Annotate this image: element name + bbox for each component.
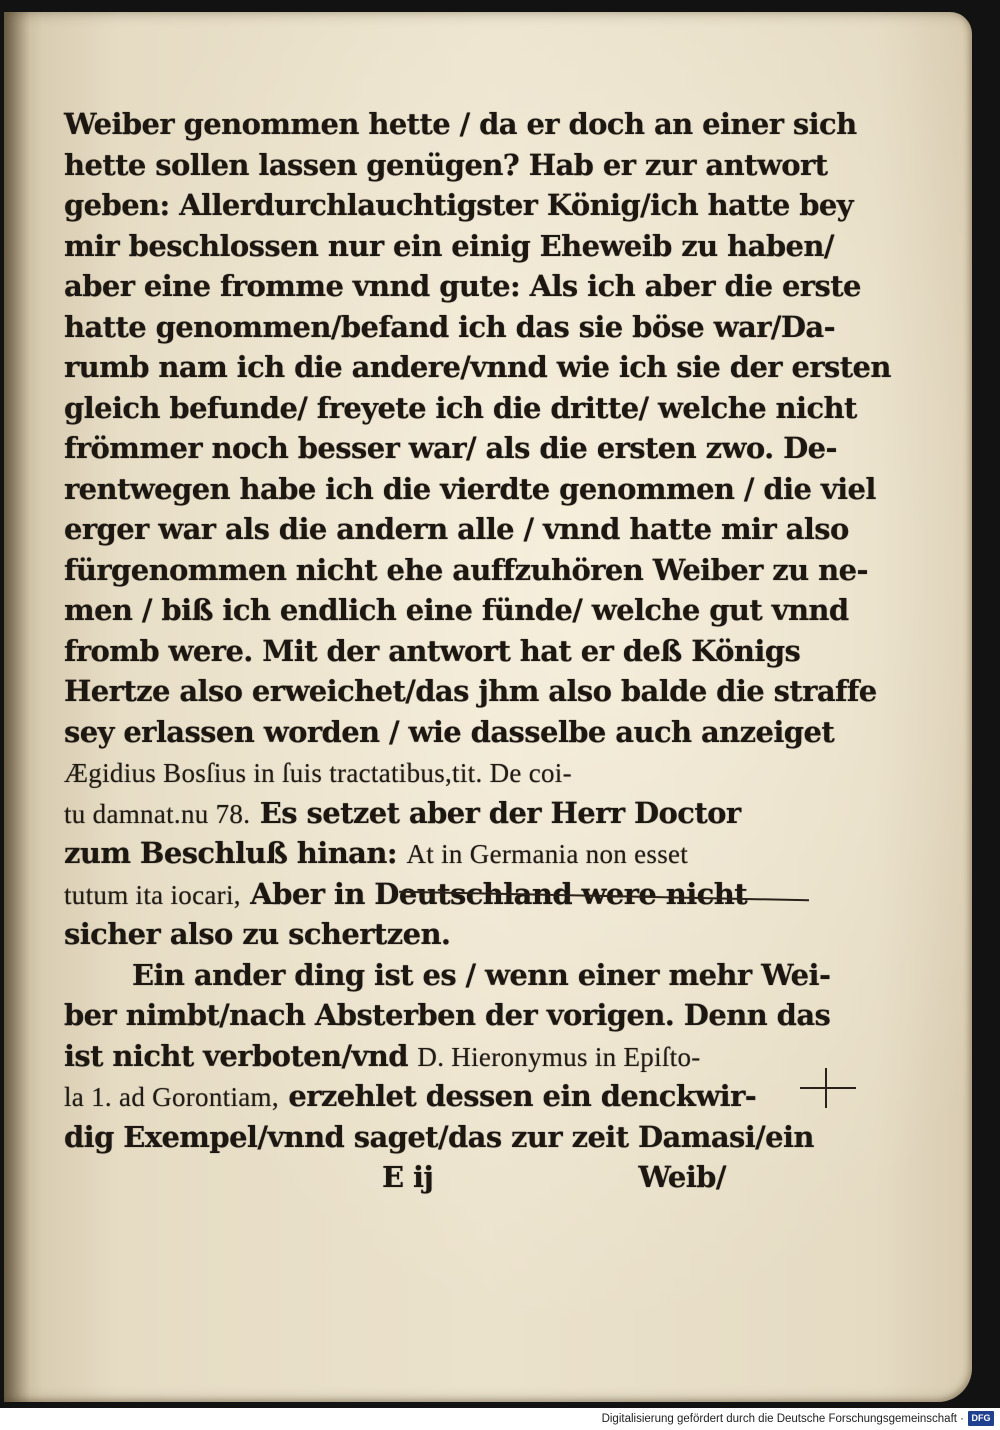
text-line: hette sollen lassen genügen? Hab er zur antwort [64, 147, 828, 182]
paragraph-start: Ein ander ding ist es / wenn einer mehr Wei- [132, 957, 831, 992]
text-line: geben: Allerdurchlauchtigster König/ich hatte bey [64, 188, 853, 222]
latin-citation: D. Hieronymus in Epiſto- [417, 1041, 701, 1072]
margin-cross-mark-vertical [825, 1068, 827, 1108]
text-line: aber eine fromme vnnd gute: Als ich aber die erste [64, 269, 861, 303]
text-line-mixed [64, 833, 784, 874]
german-text: Aber in Deutschland were nicht [240, 876, 748, 911]
text-line: frömmer noch besser war/ als die ersten zwo. De- [64, 431, 837, 465]
latin-quote: At in Germania non esset [406, 839, 689, 869]
german-text: zum Beschluß hinan: [64, 836, 407, 870]
text-line-mixed [64, 1076, 784, 1117]
page-text [64, 104, 891, 1198]
book-page [4, 12, 972, 1402]
german-text: Es setzet aber der Herr Doctor [250, 795, 741, 830]
text-line: men / biß ich endlich eine fünde/ welche gut vnnd [64, 593, 849, 627]
text-line: rentwegen habe ich die vierdte genommen / die viel [64, 471, 876, 506]
dfg-logo: DFG [968, 1411, 994, 1426]
text-line: erger war als die andern alle / vnnd hatte mir also [64, 512, 849, 546]
latin-citation: Ægidius Bosſius in ſuis tractatibus,tit. De coi- [64, 758, 572, 788]
text-line-mixed [64, 1036, 784, 1077]
latin-citation: tu damnat.nu 78. [64, 798, 251, 829]
text-line: fromb were. Mit der antwort hat er deß Königs [64, 633, 801, 668]
catchword: Weib/ [638, 1160, 726, 1194]
text-line: sicher also zu schertzen. [64, 917, 451, 951]
spine-shadow [4, 12, 30, 1402]
signature-line [64, 1157, 784, 1198]
text-line: fürgenommen nicht ehe auffzuhören Weiber zu ne- [64, 552, 868, 587]
text-line: dig Exempel/vnnd saget/das zur zeit Damasi/ein [64, 1119, 814, 1154]
text-line: Hertze also erweichet/das jhm also balde die straffe [64, 674, 877, 708]
german-text: ist nicht verboten/vnd [64, 1038, 418, 1073]
text-line: ber nimbt/nach Absterben der vorigen. Denn das [64, 998, 831, 1032]
german-text: erzehlet dessen ein denckwir- [278, 1079, 757, 1113]
text-line-latin [64, 752, 784, 793]
text-line: gleich befunde/ freyete ich die dritte/ welche nicht [64, 390, 857, 425]
latin-quote: tutum ita iocari, [64, 879, 241, 910]
signature-mark: E ij [382, 1160, 434, 1194]
text-line-mixed [64, 793, 784, 834]
footer-credit: Digitalisierung gefördert durch die Deutsche Forschungsgemeinschaft · [601, 1413, 964, 1425]
margin-cross-mark [800, 1087, 856, 1089]
text-line: hatte genommen/befand ich das sie böse war/Da- [64, 309, 836, 344]
text-line: sey erlassen worden / wie dasselbe auch anzeiget [64, 714, 835, 749]
text-line: rumb nam ich die andere/vnnd wie ich sie der ersten [64, 350, 891, 384]
text-line: Weiber genommen hette / da er doch an einer sich [64, 107, 857, 141]
text-line: mir beschlossen nur ein einig Eheweib zu haben/ [64, 228, 834, 263]
latin-citation: la 1. ad Gorontiam, [64, 1082, 279, 1112]
